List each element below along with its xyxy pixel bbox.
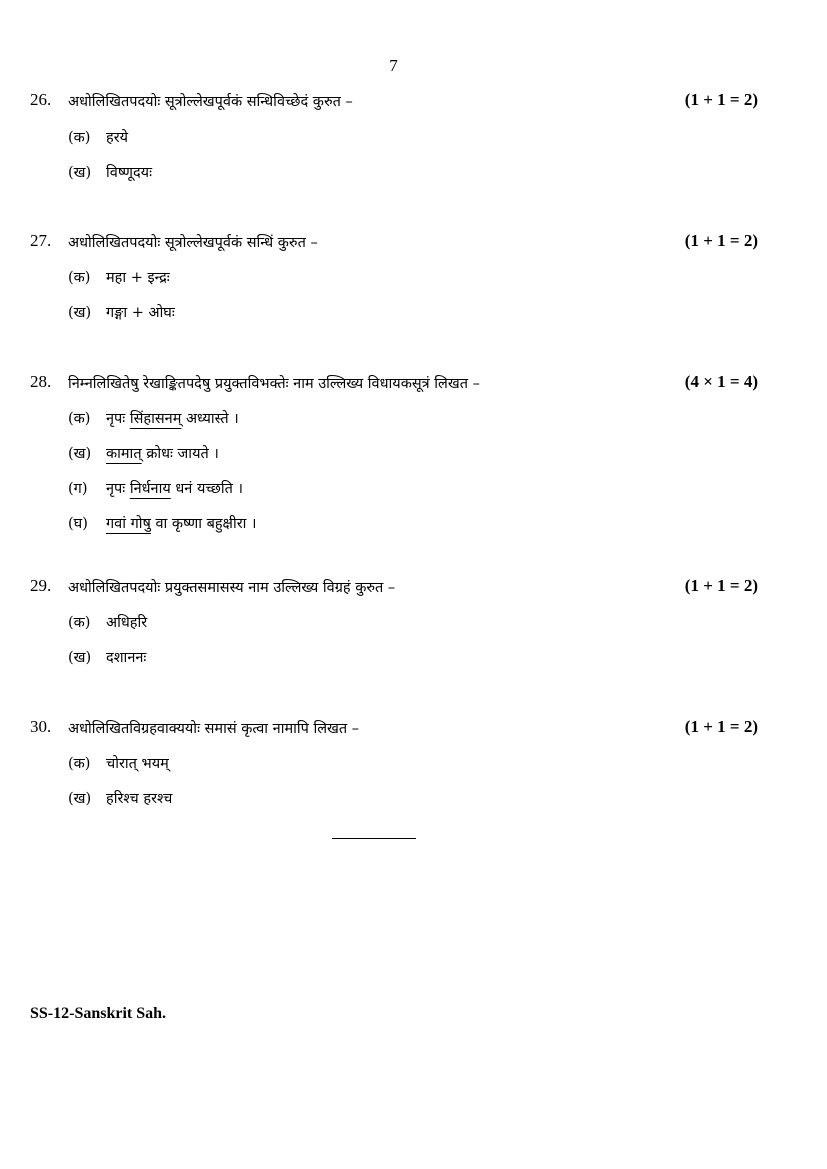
underlined-word: सिंहासनम् [129, 411, 182, 427]
question-text: निम्नलिखितेषु रेखाङ्कितपदेषु प्रयुक्तविभक्तेः नाम उल्लिख्य विधायकसूत्रं लिखत – [68, 376, 480, 392]
underlined-word: कामात् [106, 446, 142, 462]
question-number: 29. [30, 576, 52, 595]
question-26 [30, 90, 758, 114]
sub-item-text: अधिहरि [106, 615, 148, 631]
question-text: अधोलिखितपदयोः सूत्रोल्लेखपूर्वकं सन्धिविच्छेदं कुरुत – [68, 94, 353, 110]
sub-item-text: अध्यास्ते । [181, 411, 239, 427]
sub-item [68, 443, 219, 465]
sub-item-text: दशाननः [106, 650, 147, 666]
sub-item [68, 753, 169, 775]
sub-item-text: क्रोधः जायते । [141, 446, 219, 462]
question-marks: (1 + 1 = 2) [684, 576, 758, 595]
sub-item-label: (ख) [68, 650, 92, 666]
question-29 [30, 576, 758, 600]
underlined-word: गवां गोषु [106, 516, 151, 532]
sub-item-label: (क) [68, 615, 91, 631]
sub-item [68, 478, 243, 500]
sub-item-text: धनं यच्छति । [170, 481, 243, 497]
end-rule [332, 838, 416, 839]
sub-item-label: (ख) [68, 305, 92, 321]
question-number: 30. [30, 717, 52, 736]
sub-item-text: वा कृष्णा बहुक्षीरा । [150, 516, 257, 532]
page-number: 7 [389, 56, 398, 75]
sub-item [68, 513, 257, 535]
sub-item-text: हरये [106, 130, 129, 146]
sub-item-label: (ख) [68, 791, 92, 807]
sub-item-text: नृपः [106, 481, 130, 497]
sub-item-text: हरिश्च हरश्च [106, 791, 173, 807]
question-number: 27. [30, 231, 52, 250]
sub-item [68, 612, 147, 634]
question-marks: (1 + 1 = 2) [684, 231, 758, 250]
sub-item-text: गङ्गा + ओघः [106, 305, 175, 321]
sub-item-label: (ग) [68, 481, 88, 497]
question-marks: (1 + 1 = 2) [684, 717, 758, 736]
sub-item-text: विष्णूदयः [106, 165, 153, 181]
question-27 [30, 231, 758, 255]
sub-item [68, 267, 170, 289]
sub-item [68, 162, 152, 184]
sub-item-label: (ख) [68, 446, 92, 462]
question-text: अधोलिखितविग्रहवाक्ययोः समासं कृत्वा नामापि लिखत – [68, 721, 360, 737]
sub-item-label: (घ) [68, 516, 88, 532]
question-number: 28. [30, 372, 52, 391]
sub-item [68, 408, 239, 430]
sub-item-label: (क) [68, 411, 91, 427]
sub-item [68, 127, 128, 149]
question-28 [30, 372, 758, 396]
sub-item-text: नृपः [106, 411, 130, 427]
question-marks: (1 + 1 = 2) [684, 90, 758, 109]
sub-item [68, 788, 172, 810]
sub-item-label: (ख) [68, 165, 92, 181]
sub-item-label: (क) [68, 270, 91, 286]
sub-item-label: (क) [68, 130, 91, 146]
question-30 [30, 717, 758, 741]
question-marks: (4 × 1 = 4) [684, 372, 758, 391]
underlined-word: निर्धनाय [129, 481, 171, 497]
question-number: 26. [30, 90, 52, 109]
sub-item-label: (क) [68, 756, 91, 772]
question-text: अधोलिखितपदयोः प्रयुक्तसमासस्य नाम उल्लिख्य विग्रहं कुरुत – [68, 580, 396, 596]
sub-item-text: महा + इन्द्रः [106, 270, 170, 286]
footer-code: SS-12-Sanskrit Sah. [30, 1005, 167, 1022]
question-text: अधोलिखितपदयोः सूत्रोल्लेखपूर्वकं सन्धिं कुरुत – [68, 235, 318, 251]
sub-item [68, 302, 175, 324]
sub-item [68, 647, 146, 669]
sub-item-text: चोरात् भयम् [106, 756, 169, 772]
